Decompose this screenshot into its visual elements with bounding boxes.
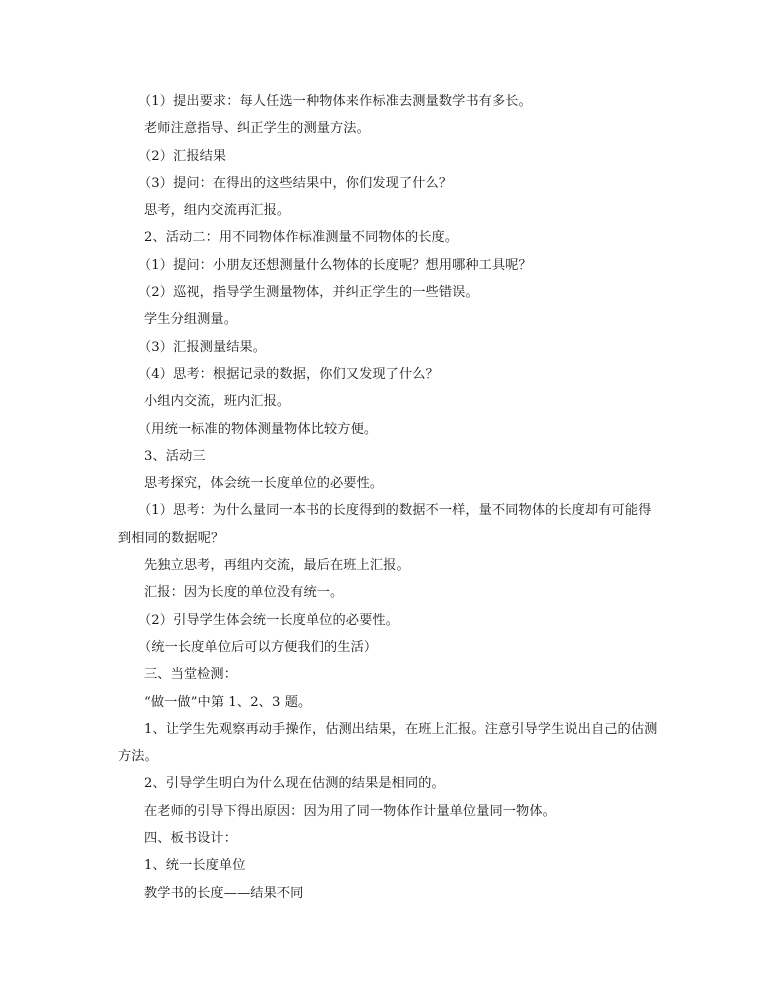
section-heading: 2、活动二：用不同物体作标准测量不同物体的长度。: [144, 230, 459, 246]
paragraph: 思考，组内交流再汇报。: [144, 203, 291, 219]
paragraph: （3）汇报测量结果。: [138, 339, 267, 355]
paragraph: （2）汇报结果: [138, 148, 227, 164]
paragraph: 在老师的引导下得出原因：因为用了同一物体作计量单位量同一物体。: [144, 803, 556, 819]
section-heading: 3、活动三: [144, 448, 206, 464]
paragraph: （2）巡视，指导学生测量物体，并纠正学生的一些错误。: [138, 285, 479, 301]
paragraph: 教学书的长度——结果不同: [144, 885, 304, 901]
paragraph: 1、统一长度单位: [144, 858, 246, 874]
paragraph: （1）提问：小朋友还想测量什么物体的长度呢？想用哪种工具呢？: [138, 257, 532, 273]
paragraph: 1、让学生先观察再动手操作，估测出结果，在班上汇报。注意引导学生说出自己的估测方法。: [118, 721, 658, 765]
paragraph: 先独立思考，再组内交流，最后在班上汇报。: [144, 558, 410, 574]
paragraph: 2、引导学生明白为什么现在估测的结果是相同的。: [144, 776, 445, 792]
paragraph: （统一长度单位后可以方便我们的生活）: [138, 639, 378, 655]
paragraph: （3）提问：在得出的这些结果中，你们发现了什么？: [138, 175, 453, 191]
paragraph: （用统一标准的物体测量物体比较方便。: [138, 421, 378, 437]
paragraph: （4）思考：根据记录的数据，你们又发现了什么？: [138, 366, 439, 382]
paragraph: 汇报：因为长度的单位没有统一。: [144, 585, 344, 601]
document-body: [118, 88, 663, 907]
section-heading: 三、当堂检测：: [144, 667, 238, 683]
paragraph: 老师注意指导、纠正学生的测量方法。: [144, 121, 370, 137]
paragraph: “做一做”中第 1、2、3 题。: [144, 694, 312, 710]
section-heading: 四、板书设计：: [144, 831, 238, 847]
paragraph: 学生分组测量。: [144, 312, 238, 328]
paragraph: 小组内交流，班内汇报。: [144, 394, 291, 410]
paragraph: （1）思考：为什么量同一本书的长度得到的数据不一样，量不同物体的长度却有可能得到相同的数据呢？: [118, 503, 652, 546]
paragraph: （1）提出要求：每人任选一种物体来作标准去测量数学书有多长。: [138, 94, 532, 109]
paragraph: 思考探究，体会统一长度单位的必要性。: [144, 476, 384, 492]
paragraph: （2）引导学生体会统一长度单位的必要性。: [138, 612, 399, 628]
